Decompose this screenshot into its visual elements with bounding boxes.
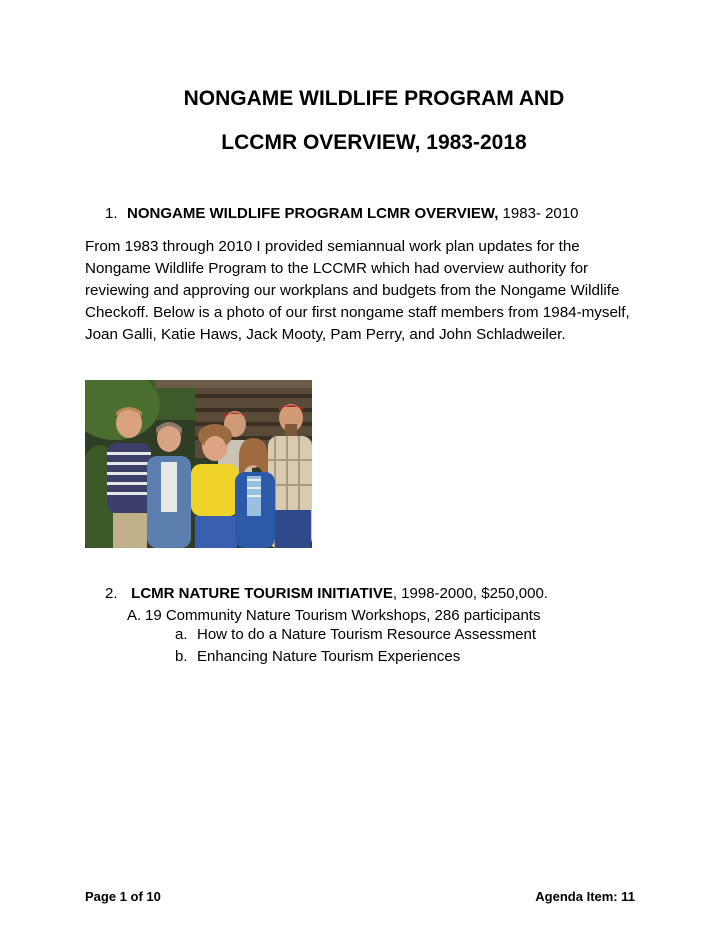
section-1-paragraph: From 1983 through 2010 I provided semiannual work plan updates for the Nongame Wildlife Program to the LCCMR which had overview authority for reviewing and approving our workplans and budgets from the Nongame Wildlife Checkoff. Below is a photo of our first nongame staff members from 1984-myself, Joan Galli, Katie Haws, Jack Mooty, Pam Perry, and John Schladweiler.: [85, 238, 630, 343]
agenda-item-label: Agenda Item: 11: [535, 889, 635, 904]
staff-group-photo: [85, 380, 312, 548]
page-title-line-2: LCCMR OVERVIEW, 1983-2018: [221, 131, 527, 154]
section-1-number: 1.: [105, 205, 118, 222]
item-a-text: 19 Community Nature Tourism Workshops, 286 participants: [145, 607, 541, 624]
list-item: [175, 648, 460, 665]
section-1-heading: [105, 205, 578, 222]
list-item: [175, 626, 536, 643]
item-a-marker: A.: [127, 607, 142, 624]
page-title-line-1: NONGAME WILDLIFE PROGRAM AND: [183, 87, 565, 110]
section-1-heading-years: 1983- 2010: [498, 205, 579, 222]
list-item-marker: b.: [175, 648, 188, 665]
section-1-heading-bold: NONGAME WILDLIFE PROGRAM LCMR OVERVIEW,: [127, 205, 499, 222]
list-item-text: How to do a Nature Tourism Resource Assessment: [197, 626, 537, 643]
section-2-heading-details: , 1998-2000, $250,000.: [392, 585, 548, 602]
list-item-text: Enhancing Nature Tourism Experiences: [197, 648, 461, 665]
list-item-marker: a.: [175, 626, 188, 643]
section-2-heading-bold: LCMR NATURE TOURISM INITIATIVE: [131, 585, 393, 602]
section-2-number: 2.: [105, 585, 118, 602]
section-2-item-a: [127, 607, 540, 624]
page-number: Page 1 of 10: [85, 889, 161, 904]
section-2-heading: [105, 585, 548, 602]
